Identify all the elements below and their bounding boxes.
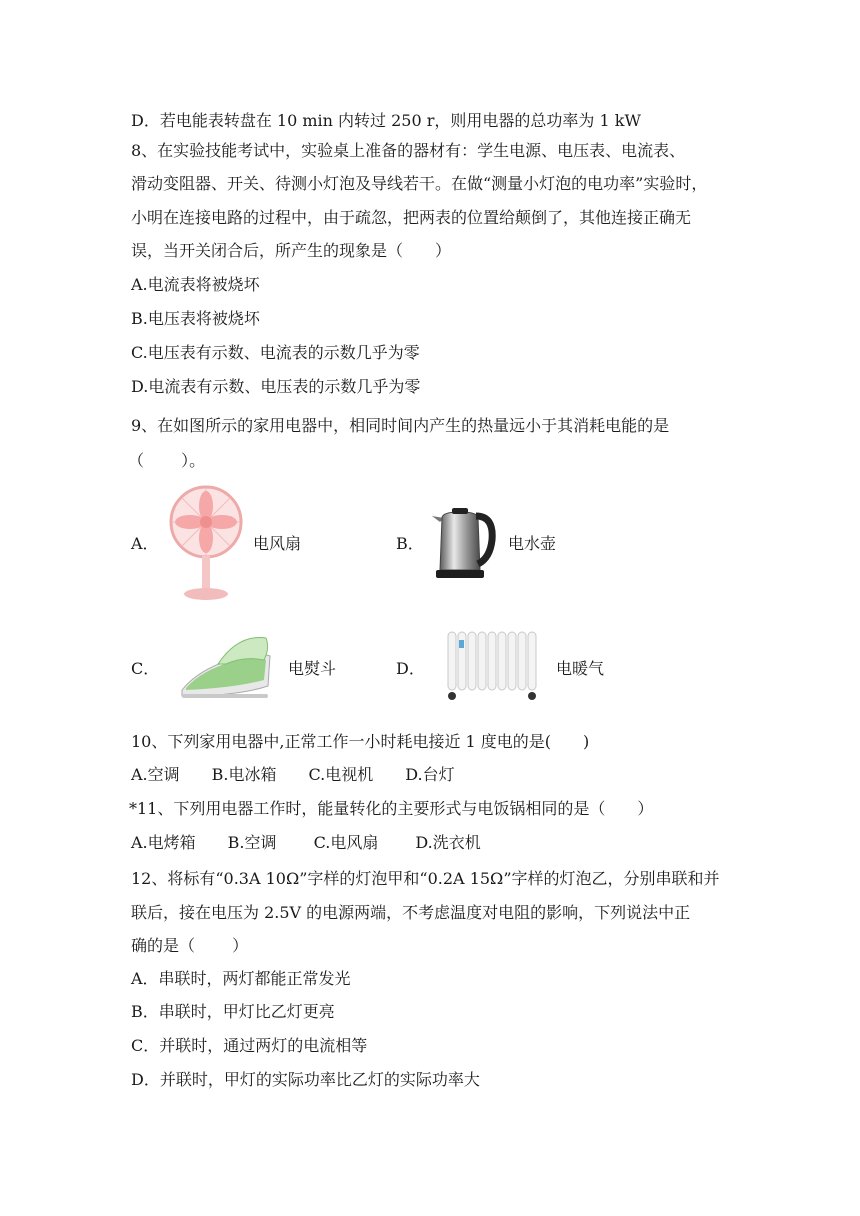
heater-icon: [442, 628, 546, 702]
q12-option-d: D．并联时，甲灯的实际功率比乙灯的实际功率大: [131, 1070, 480, 1089]
q9-option-d-letter: D．: [396, 659, 425, 678]
q9-option-b-label: 电水壶: [508, 534, 557, 553]
q10-stem: 10、下列家用电器中,正常工作一小时耗电接近 1 度电的是( ): [131, 732, 590, 751]
q8-option-b: B.电压表将被烧坏: [131, 309, 260, 328]
q11-options: A.电烤箱 B.空调 C.电风扇 D.洗衣机: [131, 833, 481, 852]
q12-stem-line: 联后，接在电压为 2.5V 的电源两端，不考虑温度对电阻的影响，下列说法中正: [131, 903, 691, 922]
q12-option-b: B．串联时，甲灯比乙灯更亮: [131, 1002, 335, 1021]
q8-stem-line: 8、在实验技能考试中，实验桌上准备的器材有：学生电源、电压表、电流表、: [131, 141, 686, 160]
q9-option-d-label: 电暖气: [556, 659, 605, 678]
q12-stem-line: 确的是（ ）: [131, 936, 249, 955]
q8-option-d: D.电流表有示数、电压表的示数几乎为零: [131, 377, 421, 396]
q7-option-d: D．若电能表转盘在 10 min 内转过 250 r，则用电器的总功率为 1 kW: [131, 111, 641, 130]
q8-stem-line: 误，当开关闭合后，所产生的现象是（ ）: [131, 241, 452, 260]
q10-options: A.空调 B.电冰箱 C.电视机 D.台灯: [131, 765, 455, 784]
q12-option-a: A．串联时，两灯都能正常发光: [131, 969, 351, 988]
q9-option-c-letter: C．: [131, 659, 160, 678]
q9-option-b-letter: B．: [396, 534, 424, 553]
q9-option-c-label: 电熨斗: [288, 659, 337, 678]
q11-stem: *11、下列用电器工作时，能量转化的主要形式与电饭锅相同的是（ ）: [129, 799, 654, 818]
q8-option-c: C.电压表有示数、电流表的示数几乎为零: [131, 343, 420, 362]
q8-stem-line: 小明在连接电路的过程中，由于疏忽，把两表的位置给颠倒了，其他连接正确无: [131, 208, 692, 227]
q9-stem-line: 9、在如图所示的家用电器中，相同时间内产生的热量远小于其消耗电能的是: [131, 416, 670, 435]
kettle-icon: [430, 506, 496, 582]
q9-stem-line: （ ）。: [128, 451, 206, 470]
q9-option-a-letter: A．: [131, 534, 159, 553]
q9-option-a-label: 电风扇: [253, 534, 302, 553]
iron-icon: [178, 630, 274, 702]
q12-stem-line: 12、将标有“0.3A 10Ω”字样的灯泡甲和“0.2A 15Ω”字样的灯泡乙，分别串联和并: [131, 869, 720, 888]
fan-icon: [168, 484, 244, 602]
q8-stem-line: 滑动变阻器、开关、待测小灯泡及导线若干。在做“测量小灯泡的电功率”实验时，: [131, 174, 708, 193]
q8-option-a: A.电流表将被烧坏: [131, 275, 260, 294]
q12-option-c: C．并联时，通过两灯的电流相等: [131, 1036, 368, 1055]
